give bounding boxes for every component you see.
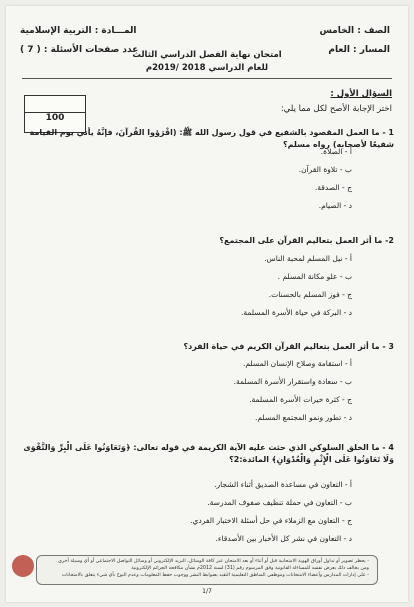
section-instruction: اختر الإجابة الأصح لكل مما يلي: xyxy=(280,104,392,114)
grade-label: الصف : الخامس xyxy=(319,26,390,36)
warning-note xyxy=(36,555,378,585)
pages-count-label: عدد صفحات الأسئلة : ( 7 ) xyxy=(20,45,139,55)
question-3-text: 3 - ما أثر العمل بتعاليم القرآن الكريم في حياة الفرد؟ xyxy=(183,342,394,351)
q4-option-c[interactable]: ج - التعاون مع الزملاء في حل أسئلة الاختبار الفردي. xyxy=(190,516,352,525)
q4-option-a[interactable]: أ - التعاون في مساعدة الصديق أثناء الشجار. xyxy=(214,480,352,489)
note-line-3: - على إدارات المدارس وأعضاء الامتحانات وموظفي المناطق التعليمية التقيد بضوابط النشر ووجوب حفظ المعلومات وعدم البوح بأي شيء يتعلق بالامتحانات xyxy=(61,573,369,578)
q1-option-d[interactable]: د - الصيام. xyxy=(318,201,352,210)
exam-paper xyxy=(6,6,408,602)
q4-option-d[interactable]: د - التعاون في نشر كل الأخبار بين الأصدقاء. xyxy=(215,534,352,543)
question-1-text: 1 - ما العمل المقصود بالشفيع في قول رسول الله ﷺ: (اقْرَؤوا القُرآنَ، فإنَّهُ يأتي يوم القيامة شفيعًا لأصحابه) رواه مسلم؟ xyxy=(29,128,394,149)
q2-option-b[interactable]: ب - علو مكانة المسلم . xyxy=(277,272,352,281)
exam-title: امتحان نهاية الفصل الدراسي الثالث xyxy=(132,50,282,60)
note-line-1: - يحظر تصوير أو تداول أوراق الهوية الامتحانية قبل أو أثناء أو بعد الامتحان عبر كافة الوسائل، البريد الإلكتروني أو وسائل التواصل الاجتماعي أو أي وسيلة أخرى xyxy=(58,559,369,564)
q4-option-b[interactable]: ب - التعاون في حملة تنظيف صفوف المدرسة. xyxy=(207,498,352,507)
note-line-2: ومن يخالف ذلك يعرض نفسه للمساءلة القانونية وفق المرسوم رقم (31) لسنة 2012م بشأن مكافحة الجرائم الإلكترونية xyxy=(131,566,369,571)
q3-option-a[interactable]: أ - استقامة وصلاح الإنسان المسلم. xyxy=(243,359,352,368)
q1-option-a[interactable]: أ - الصلاة. xyxy=(320,147,352,156)
year-label: للعام الدراسي 2018 /2019م xyxy=(145,63,269,73)
track-label: المسار : العام xyxy=(328,45,390,55)
q2-option-a[interactable]: أ - نيل المسلم لمحبة الناس. xyxy=(264,254,352,263)
q3-option-b[interactable]: ب - سعادة واستقرار الأسرة المسلمة. xyxy=(233,377,352,386)
q2-option-d[interactable]: د - البركة في حياة الأسرة المسلمة. xyxy=(241,308,352,317)
question-4-text: 4 - ما الخلق السلوكي الذي حثت عليه الآية الكريمة في قوله تعالى: ﴿وَتَعَاوَنُوا عَلَى الْبِرِّ وَالتَّقْوَى وَلَا تَعَاوَنُوا عَلَى الْإِثْمِ وَالْعُدْوَانِ﴾ المائدة:2؟ xyxy=(23,443,394,464)
subject-label: المـــادة : التربية الإسلامية xyxy=(20,26,137,36)
q1-option-b[interactable]: ب - تلاوة القرآن. xyxy=(298,165,352,174)
page-number: 1/7 xyxy=(202,588,212,595)
q3-option-c[interactable]: ج - كثرة خيرات الأسرة المسلمة. xyxy=(249,395,352,404)
q2-option-c[interactable]: ج - فوز المسلم بالحسنات. xyxy=(268,290,352,299)
question-2-text: 2- ما أثر العمل بتعاليم القرآن على المجتمع؟ xyxy=(219,236,394,245)
header-divider xyxy=(22,78,392,79)
ministry-seal-icon xyxy=(12,555,34,577)
section-title: السؤال الأول : xyxy=(330,89,392,99)
q1-option-c[interactable]: ج - الصدقة. xyxy=(314,183,352,192)
total-score: 100 xyxy=(45,113,65,123)
q3-option-d[interactable]: د - تطور ونمو المجتمع المسلم. xyxy=(254,413,352,422)
